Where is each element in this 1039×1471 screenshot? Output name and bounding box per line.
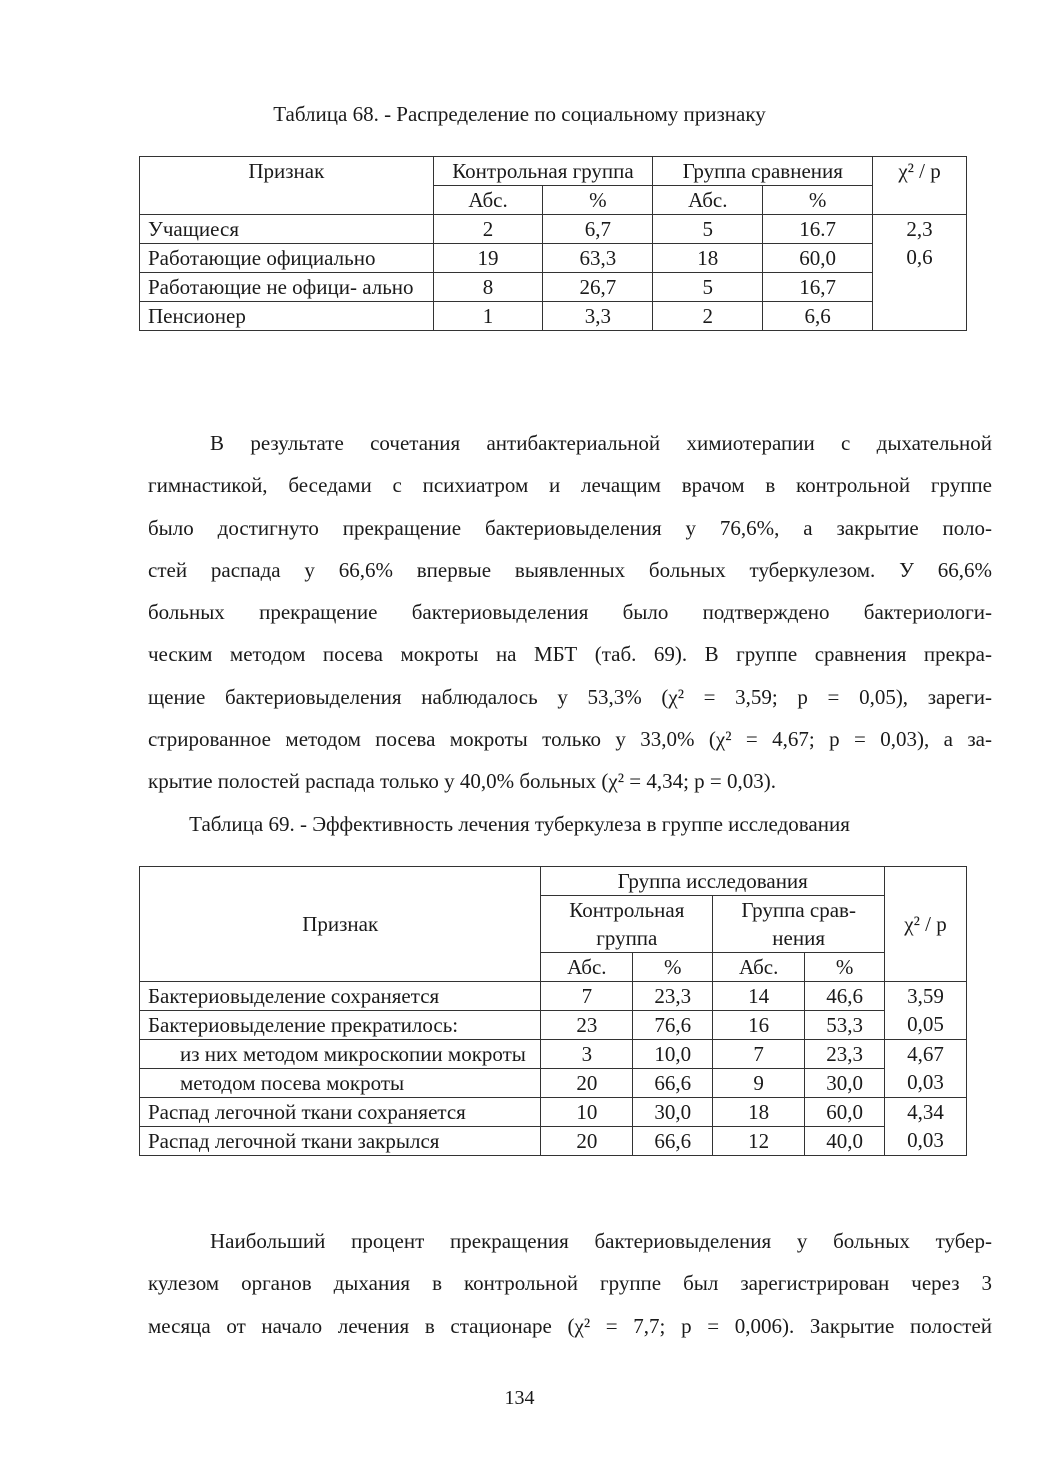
paragraph-line: стрированное методом посева мокроты только у 33,0% (χ² = 4,67; p = 0,03), а за- [148,727,992,752]
cell: 14 [713,982,805,1011]
table-69-caption: Таблица 69. - Эффективность лечения туберкулеза в группе исследования [189,812,850,836]
row-label: Распад легочной ткани сохраняется [140,1098,541,1127]
table-row [140,244,967,273]
cell: 10,0 [633,1040,713,1069]
table-row [140,982,967,1011]
cell: 3 [541,1040,633,1069]
table-69-header-chi: χ² / p [885,867,967,982]
paragraph-line: кулезом органов дыхания в контрольной группе был зарегистрирован через 3 [148,1271,992,1296]
paragraph-line: больных прекращение бактериовыделения было подтверждено бактериологи- [148,600,992,625]
table-69-header-compare: Группа срав-нения [713,896,885,953]
p-value: 0,03 [907,1070,944,1094]
paragraph-line: было достигнуто прекращение бактериовыделения у 76,6%, а закрытие поло- [148,515,992,540]
table-68 [139,156,967,331]
table-row [140,215,967,244]
cell: 26,7 [543,273,653,302]
row-label: Бактериовыделение прекратилось: [140,1011,541,1040]
table-68-header-abs: Абс. [433,186,543,215]
cell: 16,7 [763,273,873,302]
table-69-chi-cell [885,1098,967,1156]
table-68-header-chi: χ² / p [873,157,967,215]
cell: 6,7 [543,215,653,244]
table-68-header-pct: % [543,186,653,215]
paragraph-line: ческим методом посева мокроты на МБТ (таб. 69). В группе сравнения прекра- [148,642,992,667]
cell: 5 [653,273,763,302]
table-69-header-abs: Абс. [541,953,633,982]
cell: 7 [541,982,633,1011]
row-label: Бактериовыделение сохраняется [140,982,541,1011]
table-row [140,1040,967,1069]
cell: 23 [541,1011,633,1040]
table-69-chi-cell [885,1040,967,1098]
row-label: Распад легочной ткани закрылся [140,1127,541,1156]
cell: 30,0 [633,1098,713,1127]
table-68-caption: Таблица 68. - Распределение по социальному признаку [273,102,766,126]
table-69-header-pct: % [805,953,885,982]
chi-value: 2,3 [906,217,933,241]
cell: 6,6 [763,302,873,331]
cell: 63,3 [543,244,653,273]
table-69-header-abs: Абс. [713,953,805,982]
body-paragraph-1 [148,422,992,803]
p-value: 0,6 [906,245,933,269]
cell: 16 [713,1011,805,1040]
cell: 16.7 [763,215,873,244]
cell: 60,0 [805,1098,885,1127]
table-68-header-control: Контрольная группа [433,157,653,186]
table-68-header-abs: Абс. [653,186,763,215]
cell: 46,6 [805,982,885,1011]
cell: 1 [433,302,543,331]
row-label: Учащиеся [140,215,434,244]
table-row [140,1098,967,1127]
chi-value: 3,59 [907,984,944,1008]
body-paragraph-2 [148,1220,992,1347]
cell: 20 [541,1127,633,1156]
paragraph-line: гимнастикой, беседами с психиатром и лечащим врачом в контрольной группе [148,473,992,498]
table-69-header-sign: Признак [140,867,541,982]
cell: 5 [653,215,763,244]
row-label: из них методом микроскопии мокроты [140,1040,541,1069]
cell: 66,6 [633,1069,713,1098]
cell: 12 [713,1127,805,1156]
p-value: 0,05 [907,1012,944,1036]
row-label: Работающие не офици- ально [140,273,434,302]
paragraph-line: стей распада у 66,6% впервые выявленных больных туберкулезом. У 66,6% [148,557,992,582]
table-68-chi-cell [873,215,967,331]
p-value: 0,03 [907,1128,944,1152]
cell: 53,3 [805,1011,885,1040]
table-69-header-group: Группа исследования [541,867,885,896]
row-label: методом посева мокроты [140,1069,541,1098]
cell: 7 [713,1040,805,1069]
cell: 40,0 [805,1127,885,1156]
cell: 9 [713,1069,805,1098]
cell: 66,6 [633,1127,713,1156]
table-69-header-pct: % [633,953,713,982]
row-label: Работающие официально [140,244,434,273]
table-row [140,273,967,302]
cell: 23,3 [805,1040,885,1069]
table-row [140,302,967,331]
cell: 30,0 [805,1069,885,1098]
table-row [140,1069,967,1098]
table-row [140,1127,967,1156]
cell: 18 [713,1098,805,1127]
paragraph-line: Наибольший процент прекращения бактериовыделения у больных тубер- [210,1229,992,1253]
table-69 [139,866,967,1156]
table-68-header-pct: % [763,186,873,215]
cell: 10 [541,1098,633,1127]
table-68-header-sign: Признак [140,157,434,215]
table-69-header-control: Контрольная группа [541,896,713,953]
cell: 18 [653,244,763,273]
paragraph-line: крытие полостей распада только у 40,0% больных (χ² = 4,34; p = 0,03). [148,769,777,794]
paragraph-line: месяца от начало лечения в стационаре (χ² = 7,7; p = 0,006). Закрытие полостей [148,1313,992,1338]
cell: 19 [433,244,543,273]
table-69-chi-cell [885,982,967,1040]
cell: 8 [433,273,543,302]
page-number: 134 [504,1387,535,1409]
cell: 20 [541,1069,633,1098]
row-label: Пенсионер [140,302,434,331]
cell: 3,3 [543,302,653,331]
table-row [140,1011,967,1040]
cell: 23,3 [633,982,713,1011]
table-68-header-compare: Группа сравнения [653,157,873,186]
chi-value: 4,34 [907,1100,944,1124]
paragraph-line: щение бактериовыделения наблюдалось у 53,3% (χ² = 3,59; p = 0,05), зареги- [148,684,992,709]
cell: 60,0 [763,244,873,273]
cell: 76,6 [633,1011,713,1040]
paragraph-line: В результате сочетания антибактериальной химиотерапии с дыхательной [210,431,992,455]
chi-value: 4,67 [907,1042,944,1066]
cell: 2 [433,215,543,244]
cell: 2 [653,302,763,331]
